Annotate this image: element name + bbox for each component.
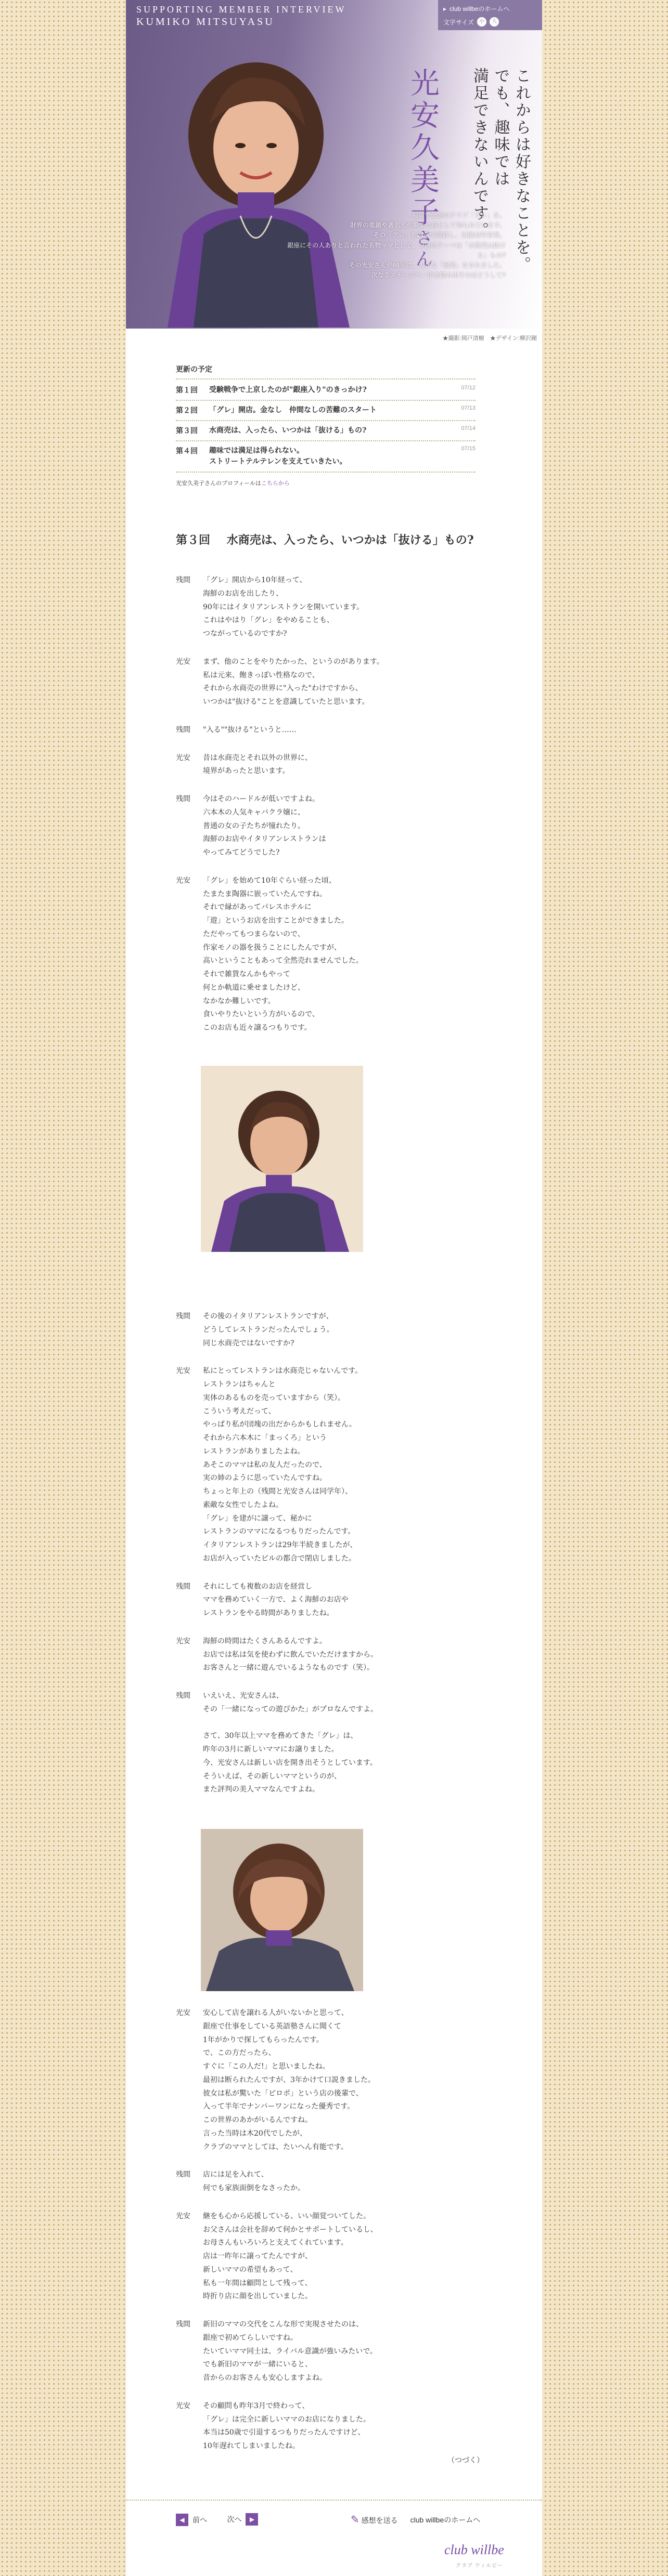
schedule-date: 07/15	[461, 446, 476, 452]
dialogue-turn	[176, 2318, 478, 2385]
intro-text	[282, 211, 506, 280]
intro-line: 銀座にその人ありと言われた名物ママとして、今回のテーマは「水商売は抜ける」もの?	[287, 241, 506, 259]
dialogue-turn	[176, 1580, 478, 1620]
home-link[interactable]: club willbeのホームへ	[449, 5, 510, 12]
intro-line: 財界の重鎮や著名人が集まる店として知られています。	[350, 221, 506, 229]
series-title	[126, 0, 376, 30]
profile-link[interactable]: こちらから	[261, 480, 290, 487]
speech-text: 「グレ」を始めて10年ぐらい経った頃、 たまたま陶器に嵌っていたんですね。 それで縁があってパレスホテルに 「遊」というお店を出すことができました。 ただやってもつまらないので、 作家モノの器を扱うことにしたんですが、 高いということもあって全然売れませんでした。 それで雑貨なんかもやって 何とか軌道に乗せましたけど、 なかなか難しいです。 食いやりたいという方がいるので、 このお店も近々譲るつもりです。	[203, 876, 363, 1032]
dialogue-turn	[176, 2007, 478, 2154]
prev-button[interactable]	[176, 2514, 207, 2526]
hero-banner	[126, 0, 542, 329]
prev-label: 前へ	[192, 2516, 207, 2524]
dialogue-turn	[176, 1635, 478, 1675]
name-text: 光安久美子	[406, 68, 440, 229]
catch-line: 満足できないんです。	[470, 68, 489, 239]
dialogue-turn	[176, 2168, 478, 2195]
speaker-name: 光安	[176, 2212, 190, 2220]
brand-subtitle: クラブ ウィルビー	[456, 2563, 503, 2569]
home-icon: ▸	[443, 5, 447, 12]
speaker-name: 残間	[176, 795, 190, 803]
arrow-right-icon: ▶	[246, 2513, 258, 2526]
dialogue-turn	[176, 574, 478, 641]
schedule-no: 第３回	[176, 427, 198, 435]
intro-line: 福岡で伝説のクラブ「グレ」を。	[412, 212, 506, 219]
speaker-name: 残間	[176, 1692, 190, 1700]
speaker-name: 光安	[176, 2401, 190, 2410]
footer	[126, 2500, 542, 2576]
speech-text: 「グレ」開店から10年経って、 海鮮のお店を出したり、 90年にはイタリアンレストランを開いています。 これはやはり「グレ」をやめることも、 つながっているのですか?	[203, 576, 364, 638]
update-schedule	[176, 364, 476, 487]
schedule-row[interactable]	[176, 421, 476, 441]
speech-text: 店には足を入れて、 何でも家族面倒をなさったか。	[203, 2170, 305, 2192]
feedback-link[interactable]	[351, 2513, 398, 2526]
catch-line: でも、趣味では	[491, 68, 510, 188]
dialogue-turn	[176, 656, 478, 709]
schedule-date: 07/14	[461, 425, 476, 431]
pen-icon: ✎	[351, 2514, 359, 2526]
profile-prefix: 光安久美子さんのプロフィールは	[176, 480, 261, 487]
series-line1: SUPPORTING MEMBER INTERVIEW	[136, 4, 346, 15]
speech-text: 昔は水商売とそれ以外の世界に、 境界があったと思います。	[203, 753, 312, 776]
speech-text: 私にとってレストランは水商売じゃないんです。 レストランはちゃんと 実体のあるものを売っていますから（笑）。 こういう考えだって、 やっぱり私が団塊の出だからかもしれません。 それから六本木に「まっくろ」という レストランがありましたよね。 あそこのママは私の友人だったので、 実の姉のように思っていたんですね。 ちょっと年上の（残間と光安さんは同学年）、 素敵な女性でしたよね。 「グレ」を建がに譲って、秘かに レストランのママになるつもりだったんです。 イタリアンレストランは29年半続きましたが、 お店が入っていたビルの都合で閉店しました。	[203, 1367, 363, 1563]
next-button[interactable]	[227, 2513, 258, 2526]
schedule-row[interactable]	[176, 401, 476, 421]
to-be-continued: （つづく）	[447, 2456, 484, 2465]
profile-line	[176, 479, 476, 487]
article-title	[176, 531, 474, 547]
dialogue-block	[176, 2007, 478, 2468]
dialogue-turn	[176, 1365, 478, 1565]
photo-credit: ★撮影:岡戸清樹 ★デザイン:柳沢剛	[442, 335, 537, 342]
schedule-title: 更新の予定	[176, 365, 212, 374]
font-large-button[interactable]: 大	[490, 17, 499, 27]
utility-bar	[438, 0, 542, 30]
speech-text: 新旧のママの交代をこんな形で実現させたのは、 銀座で初めてらしいですね。 たいていママ同士は、ライバル意識が強いみたいで。 でも新旧のママが一緒にいると、 昔からのお客さんも安心しますよね。	[203, 2320, 378, 2382]
name-suffix: さん	[412, 229, 433, 270]
speech-text: それにしても複数のお店を経営し ママを務めていく一方で、よく海鮮のお店や レストランをやる時間がありましたね。	[203, 1582, 349, 1617]
dialogue-turn	[176, 2210, 478, 2304]
speech-text: 安心して店を譲れる人がいないかと思って、 銀座で仕事をしている英語塾さんに聞くて 1年がかりで探してもらったんです。 で、この方だったら、 すぐに「この人だ!」と思いましたね。 最初は断られたんですが、3年かけて口説きました。 彼女は私が驚いた「ピロポ」という店の後輩で、 入って半年でナンバーワンになった優秀です。 この世界のあかがいるんですね。 言った当時は木20代でしたが、 クラブのママとしては、たいへん有能です。	[203, 2009, 375, 2151]
series-line2: KUMIKO MITSUYASU	[136, 16, 275, 28]
dialogue-turn	[176, 1310, 478, 1350]
next-label: 次へ	[227, 2515, 242, 2523]
schedule-row[interactable]	[176, 381, 476, 401]
schedule-text: 「グレ」開店。金なし 仲間なしの苦難のスタート	[209, 406, 377, 414]
footer-links	[351, 2513, 480, 2526]
article-no: 第３回	[176, 533, 211, 547]
intro-line: その「グレ」を24歳で開店し、以後42年営業。	[373, 231, 506, 239]
speaker-name: 光安	[176, 657, 190, 666]
dialogue-turn	[176, 724, 478, 737]
schedule-text: 水商売は、入ったら、いつかは「抜ける」もの?	[209, 426, 367, 435]
arrow-left-icon: ◀	[176, 2514, 188, 2526]
dialogue-turn	[176, 874, 478, 1035]
schedule-row[interactable]	[176, 441, 476, 473]
schedule-date: 07/13	[461, 405, 476, 411]
speaker-name: 光安	[176, 876, 190, 885]
speaker-name: 残間	[176, 2170, 190, 2179]
schedule-no: 第２回	[176, 407, 198, 415]
speaker-name: 光安	[176, 753, 190, 762]
speech-text: 海鮮の時間はたくさんあるんですよ。 お店では私は気を使わずに飲んでいただけますから。 お客さんと一緒に遊んでいるようなものです（笑）。	[203, 1637, 378, 1672]
interview-photo	[201, 1066, 363, 1252]
dialogue-block	[176, 1310, 478, 1811]
dialogue-turn	[176, 2400, 478, 2453]
schedule-text: 趣味では満足は得られない。 ストリートテルテレンを支えていきたい。	[209, 447, 347, 466]
dialogue-turn	[176, 793, 478, 860]
interview-photo	[201, 1829, 363, 1991]
brand-logo: club willbe	[444, 2542, 504, 2557]
feedback-label: 感想を送る	[361, 2516, 398, 2525]
speaker-name: 残間	[176, 576, 190, 584]
speaker-name: 残間	[176, 1312, 190, 1320]
speaker-name: 光安	[176, 2009, 190, 2017]
article-heading: 水商売は、入ったら、いつかは「抜ける」もの?	[226, 533, 474, 547]
catch-line: これからは好きなことを。	[512, 68, 531, 273]
schedule-text: 受験戦争で上京したのが"銀座入り"のきっかけ?	[209, 386, 367, 394]
speaker-name: 残間	[176, 2320, 190, 2329]
speaker-name: 残間	[176, 1582, 190, 1591]
speaker-name: 光安	[176, 1637, 190, 1645]
intro-line: その光安さんが66年に、大きな「起業」をされました。	[349, 261, 506, 269]
page	[126, 0, 542, 2576]
speech-text: その顧問も昨年3月で終わって、 「グレ」は完全に新しいママのお店になりました。 本当は50歳で引退するつもりだったんですけど、 10年遅れてしまいましたね。	[203, 2401, 370, 2450]
speaker-name: 残間	[176, 725, 190, 734]
speech-text: いえいえ、光安さんは、 その「一緒になっての遊びかた」がプロなんですよ。 さて、30年以上ママを務めてきた「グレ」は、 昨年の3月に新しいママにお譲りました。 今、光安さんは新しい店を開き出そうとしています。 そういえば、その新しいママというのが、 また評判の美人ママなんですよね。	[203, 1692, 378, 1794]
schedule-date: 07/12	[461, 385, 476, 391]
speech-text: 今はそのハードルが低いですよね。 六本木の人気キャバクラ嬢に、 普通の女の子たちが憧れたり。 海鮮のお店やイタリアンレストランは やってみてどうでした?	[203, 795, 326, 857]
schedule-no: 第４回	[176, 447, 198, 455]
home-footer-link[interactable]: club willbeのホームへ	[410, 2515, 481, 2524]
intro-line: 次なるステージへ一歩を踏み出すのはどうして?	[371, 271, 506, 279]
speech-text: "入る""抜ける"というと……	[203, 725, 297, 734]
speech-text: 継をも心から応援している、いい顔覚ついてした。 お父さんは会社を辞めて何かとサポートしているし、 お母さんもいろいろと支えてくれています。 店は一昨年に譲ってたんですが、 新しいママの希望もあって、 私も一年間は顧問として残って、 時折り店に顔を出していました。	[203, 2212, 378, 2301]
dialogue-turn	[176, 752, 478, 779]
dialogue-block	[176, 574, 478, 1050]
schedule-no: 第１回	[176, 386, 198, 395]
speaker-name: 光安	[176, 1367, 190, 1376]
portrait-photo	[147, 36, 365, 328]
speech-text: その後のイタリアンレストランですが、 どうしてレストランだったんでしょう。 同じ水商売ではないですか?	[203, 1312, 334, 1348]
font-small-button[interactable]: 小	[477, 17, 486, 27]
font-size-label: 文字サイズ	[443, 18, 474, 26]
dialogue-turn	[176, 1690, 478, 1797]
speech-text: まず、他のことをやりたかった、というのがあります。 私は元来、飽きっぽい性格なので、 それから水商売の世界に"入った"わけですから、 いつかは"抜ける"ことを意識していたと思います。	[203, 657, 384, 706]
